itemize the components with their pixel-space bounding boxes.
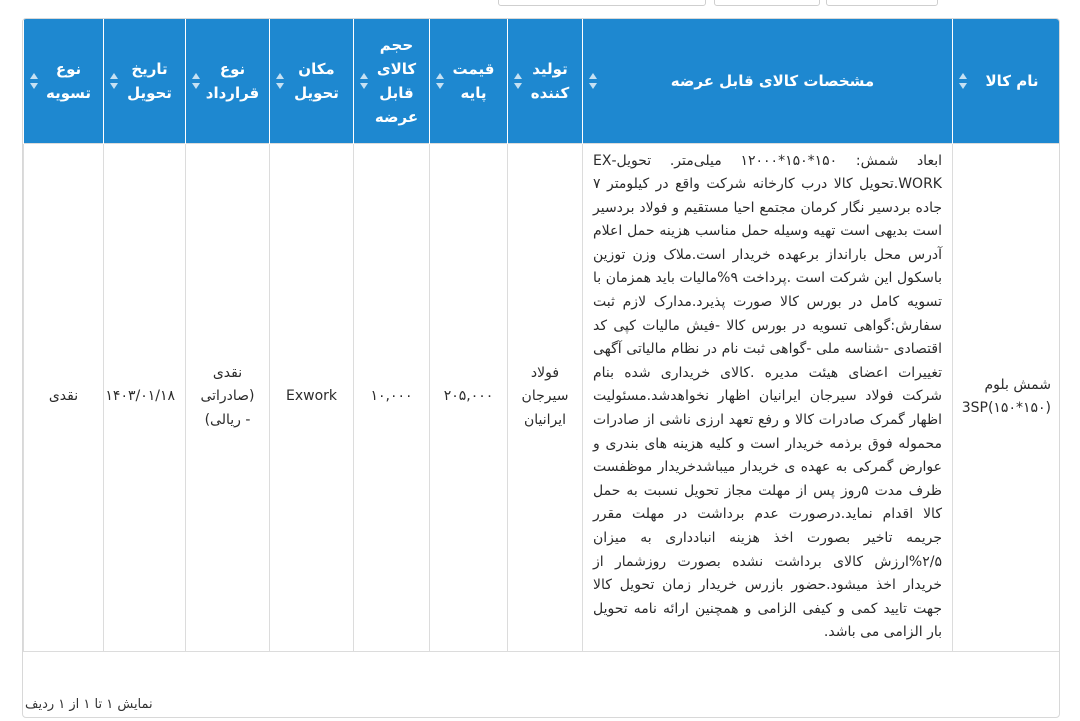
sort-icon[interactable] bbox=[589, 73, 598, 89]
table-info: نمایش ۱ تا ۱ از ۱ ردیف bbox=[25, 697, 153, 712]
sort-icon[interactable] bbox=[276, 73, 285, 89]
cell-specs: ابعاد شمش: ۱۵۰*۱۵۰*۱۲۰۰۰ میلی‌متر. تحویل-EX WORK.تحویل کالا درب کارخانه شرکت واقع در کیلومتر ۷ جاده بردسیر نگار کرمان مجتمع احیا مستقیم و فولاد بردسیر است بدیهی است تهیه وسیله حمل مناسب هزینه حمل اعلام آدرس محل بارانداز برعهده خریدار است.ملاک وزن توزین باسکول این شرکت است .پرداخت ۹%مالیات باید همزمان با تسویه کامل در بورس کالا صورت پذیرد.مدارک لازم ثبت سفارش:گواهی تسویه در بورس کالا -فیش مالیات کپی کد اقتصادی -شناسه ملی -گواهی ثبت نام در نظام مالیاتی آگهی تغییرات اعضای هیئت مدیره .کالای خریداری شده بنام شرکت فولاد سیرجان ایرانیان اظهار نخواهدشد.مسئولیت اظهار گمرک صادرات کالا و رفع تعهد ارزی ناشی از صادرات محموله فوق برذمه خریدار است و کلیه هزینه های بندری و عوارض گمرکی به عهده ی خریدار میباشدخریدار موظفست ظرف مدت ۵روز پس از مهلت مجاز تحویل نسبت به حمل کالا اقدام نماید.درصورت عدم برداشت در مهلت مقرر جریمه تاخیر بصورت اخذ هزینه انبادداری به میزان ۲/۵%ارزش کالای برداشت نشده بصورت روزشمار از خریدار اخذ میشود.حضور بازرس خریدار زمان تحویل کالا جهت تایید کمی و کیفی الزامی و همچنین ارائه نامه تحویل بار الزامی می باشد. bbox=[583, 143, 953, 651]
column-header-producer[interactable] bbox=[508, 19, 583, 143]
column-header-label: مکان تحویل bbox=[294, 59, 339, 102]
sort-icon[interactable] bbox=[110, 73, 119, 89]
sort-icon[interactable] bbox=[959, 73, 968, 89]
column-header-label: مشخصات کالای قابل عرضه bbox=[670, 71, 875, 90]
column-header-label: تاریخ تحویل bbox=[127, 59, 172, 102]
column-header-contract-type[interactable] bbox=[186, 19, 270, 143]
column-header-delivery-place[interactable] bbox=[270, 19, 354, 143]
offers-table bbox=[23, 19, 1060, 652]
column-header-label: نام کالا bbox=[985, 71, 1039, 90]
cell-producer: فولاد سیرجان ایرانیان bbox=[508, 143, 583, 651]
cell-product-name: شمش بلوم 3SP(۱۵۰*۱۵۰) bbox=[953, 143, 1061, 651]
cell-delivery-date: ۱۴۰۳/۰۱/۱۸ bbox=[104, 143, 186, 651]
column-header-label: نوع تسویه bbox=[45, 59, 92, 102]
column-header-base-price[interactable] bbox=[430, 19, 508, 143]
search-input[interactable] bbox=[498, 0, 706, 6]
cell-base-price: ۲۰۵,۰۰۰ bbox=[430, 143, 508, 651]
column-header-label: تولید کننده bbox=[530, 59, 570, 102]
top-controls bbox=[0, 0, 1080, 10]
table-header-row bbox=[24, 19, 1061, 143]
sort-icon[interactable] bbox=[514, 73, 523, 89]
sort-icon[interactable] bbox=[436, 73, 445, 89]
filter-button[interactable] bbox=[826, 0, 938, 6]
column-header-label: قیمت پایه bbox=[452, 59, 495, 102]
sort-icon[interactable] bbox=[30, 73, 39, 89]
column-header-specs[interactable] bbox=[583, 19, 953, 143]
column-header-label: حجم کالای قابل عرضه bbox=[374, 35, 419, 126]
filter-select[interactable] bbox=[714, 0, 820, 6]
column-header-delivery-date[interactable] bbox=[104, 19, 186, 143]
sort-icon[interactable] bbox=[192, 73, 201, 89]
sort-icon[interactable] bbox=[360, 73, 369, 89]
cell-delivery-place: Exwork bbox=[270, 143, 354, 651]
table-row bbox=[24, 143, 1061, 651]
cell-contract-type: نقدی (صادراتی - ریالی) bbox=[186, 143, 270, 651]
cell-volume: ۱۰,۰۰۰ bbox=[354, 143, 430, 651]
cell-settlement-type: نقدی bbox=[24, 143, 104, 651]
column-header-label: نوع قرارداد bbox=[205, 59, 260, 102]
column-header-volume[interactable] bbox=[354, 19, 430, 143]
column-header-product-name[interactable] bbox=[953, 19, 1061, 143]
table-container bbox=[22, 18, 1060, 718]
column-header-settlement-type[interactable] bbox=[24, 19, 104, 143]
